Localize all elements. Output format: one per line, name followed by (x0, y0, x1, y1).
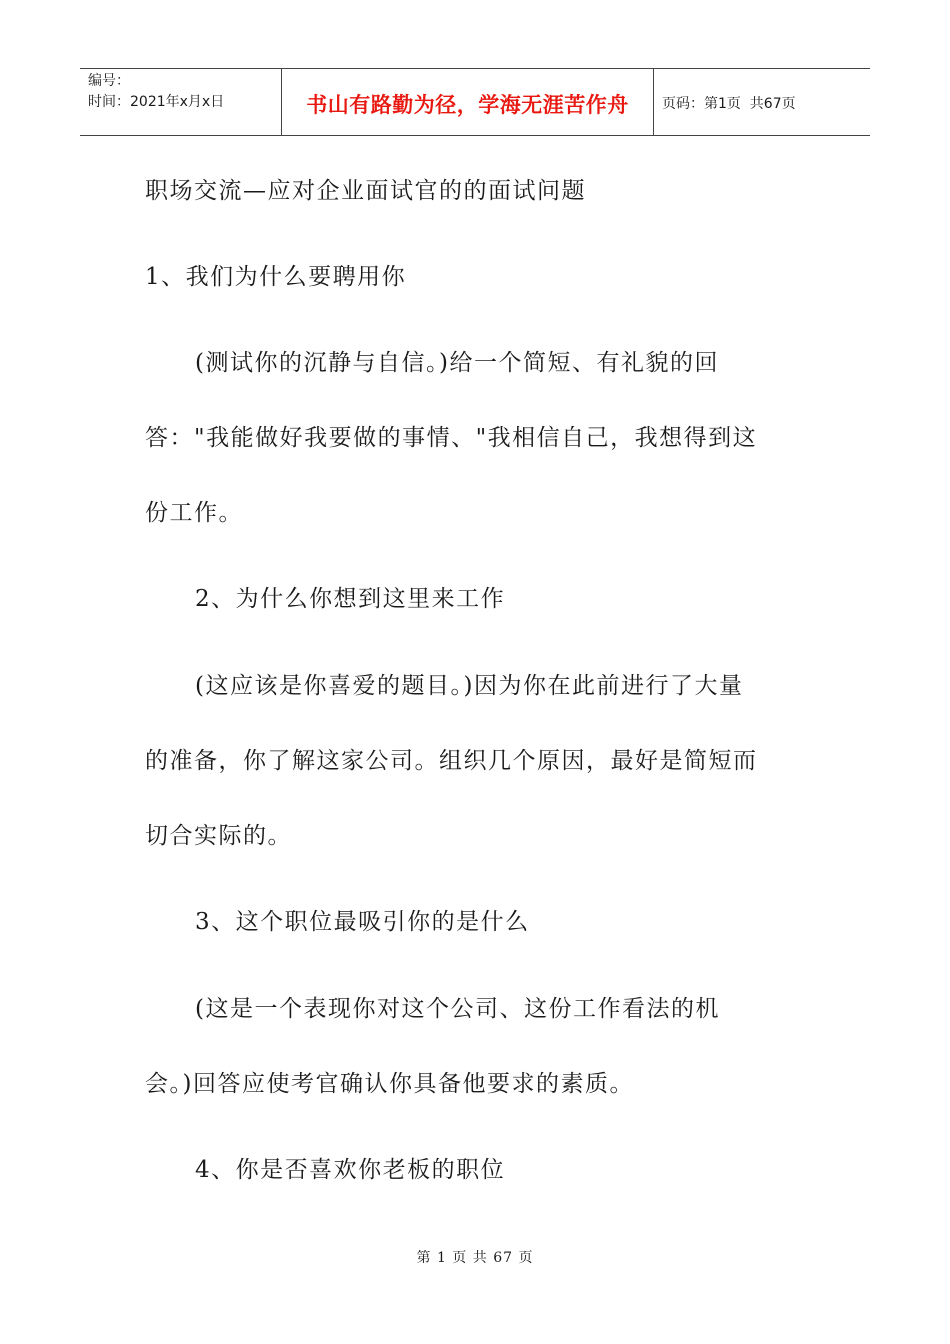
footer-page-number: 第 1 页 共 67 页 (416, 1250, 534, 1266)
question-heading: 2、为什么你想到这里来工作 (195, 586, 506, 612)
header-page-cell (654, 69, 870, 135)
document-title: 职场交流—应对企业面试官的的面试问题 (145, 178, 586, 204)
answer-line: 切合实际的。 (145, 823, 292, 849)
motto-text: 书山有路勤为径，学海无涯苦作舟 (306, 93, 629, 117)
answer-line: 会。)回答应使考官确认你具备他要求的素质。 (145, 1071, 634, 1097)
answer-line: (测试你的沉静与自信。)给一个简短、有礼貌的回 (195, 350, 719, 376)
document-header (80, 68, 870, 136)
page-footer (0, 1247, 950, 1267)
question-heading: 4、你是否喜欢你老板的职位 (195, 1157, 506, 1183)
answer-line: (这应该是你喜爱的题目。)因为你在此前进行了大量 (195, 673, 744, 699)
question-heading: 1、我们为什么要聘用你 (145, 264, 407, 290)
header-motto-cell (282, 69, 654, 135)
question-heading: 3、这个职位最吸引你的是什么 (195, 909, 530, 935)
answer-line: 答："我能做好我要做的事情、"我相信自己，我想得到这 (145, 425, 758, 451)
answer-line: 份工作。 (145, 500, 243, 526)
header-meta-cell (80, 69, 282, 135)
date-label: 时间：2021年x月x日 (88, 94, 225, 110)
page-label: 页码：第1页 共67页 (662, 96, 796, 112)
answer-line: 的准备，你了解这家公司。组织几个原因，最好是简短而 (145, 748, 758, 774)
answer-line: (这是一个表现你对这个公司、这份工作看法的机 (195, 996, 720, 1022)
number-label: 编号： (88, 73, 130, 89)
